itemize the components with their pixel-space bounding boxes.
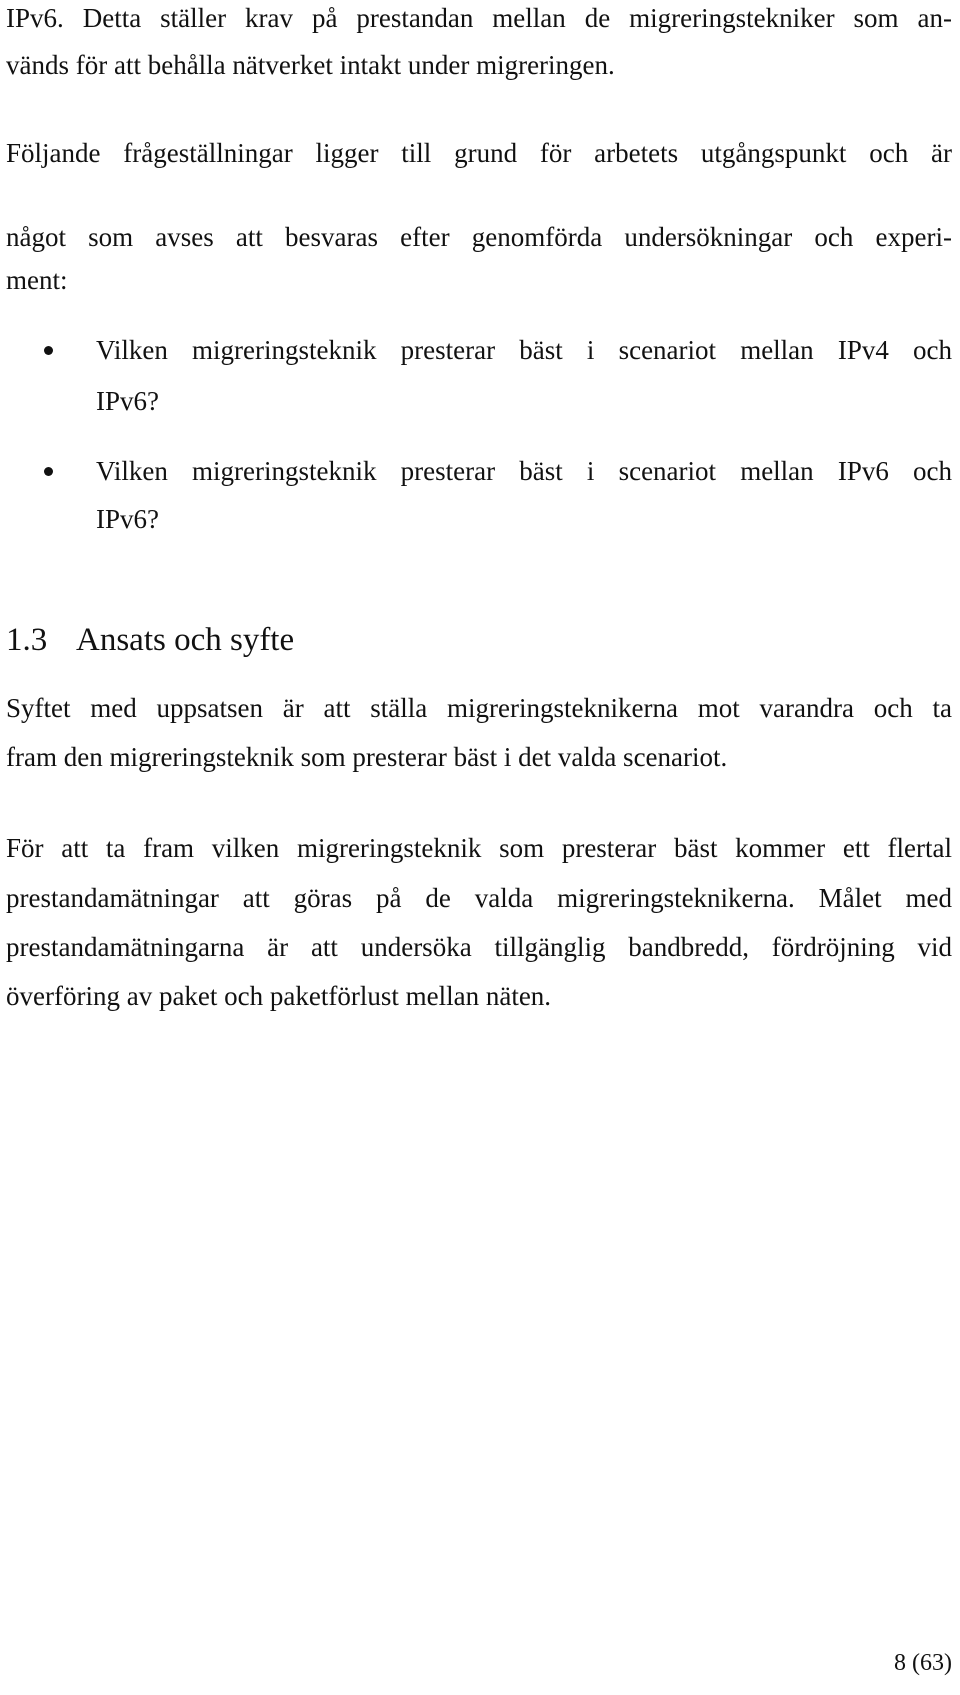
- text-line: prestandamätningar att göras på de valda migreringsteknikerna. Målet med: [6, 883, 952, 913]
- bullet-icon: [44, 467, 53, 476]
- text-line: Syftet med uppsatsen är att ställa migreringsteknikerna mot varandra och ta: [6, 693, 952, 723]
- text-line: fram den migreringsteknik som presterar bäst i det valda scenariot.: [6, 742, 728, 772]
- text-line: Följande frågeställningar ligger till grund för arbetets utgångspunkt och är: [6, 138, 952, 168]
- text-line: något som avses att besvaras efter genomförda undersökningar och experi-: [6, 222, 952, 252]
- text-line: IPv6?: [96, 386, 159, 416]
- section-title: Ansats och syfte: [76, 622, 295, 658]
- text-line: IPv6. Detta ställer krav på prestandan mellan de migreringstekniker som an-: [6, 3, 952, 33]
- section-heading: [6, 620, 294, 660]
- text-line: IPv6?: [96, 504, 159, 534]
- text-line: vänds för att behålla nätverket intakt under migreringen.: [6, 50, 615, 80]
- text-line: överföring av paket och paketförlust mellan näten.: [6, 981, 552, 1011]
- text-line: För att ta fram vilken migreringsteknik som presterar bäst kommer ett flertal: [6, 833, 952, 863]
- text-line: Vilken migreringsteknik presterar bäst i scenariot mellan IPv4 och: [96, 335, 952, 365]
- section-number: 1.3: [6, 622, 48, 658]
- text-line: prestandamätningarna är att undersöka tillgänglig bandbredd, fördröjning vid: [6, 932, 952, 962]
- page-number: 8 (63): [894, 1650, 952, 1676]
- bullet-icon: [44, 346, 53, 355]
- text-line: ment:: [6, 265, 68, 295]
- text-line: Vilken migreringsteknik presterar bäst i scenariot mellan IPv6 och: [96, 456, 952, 486]
